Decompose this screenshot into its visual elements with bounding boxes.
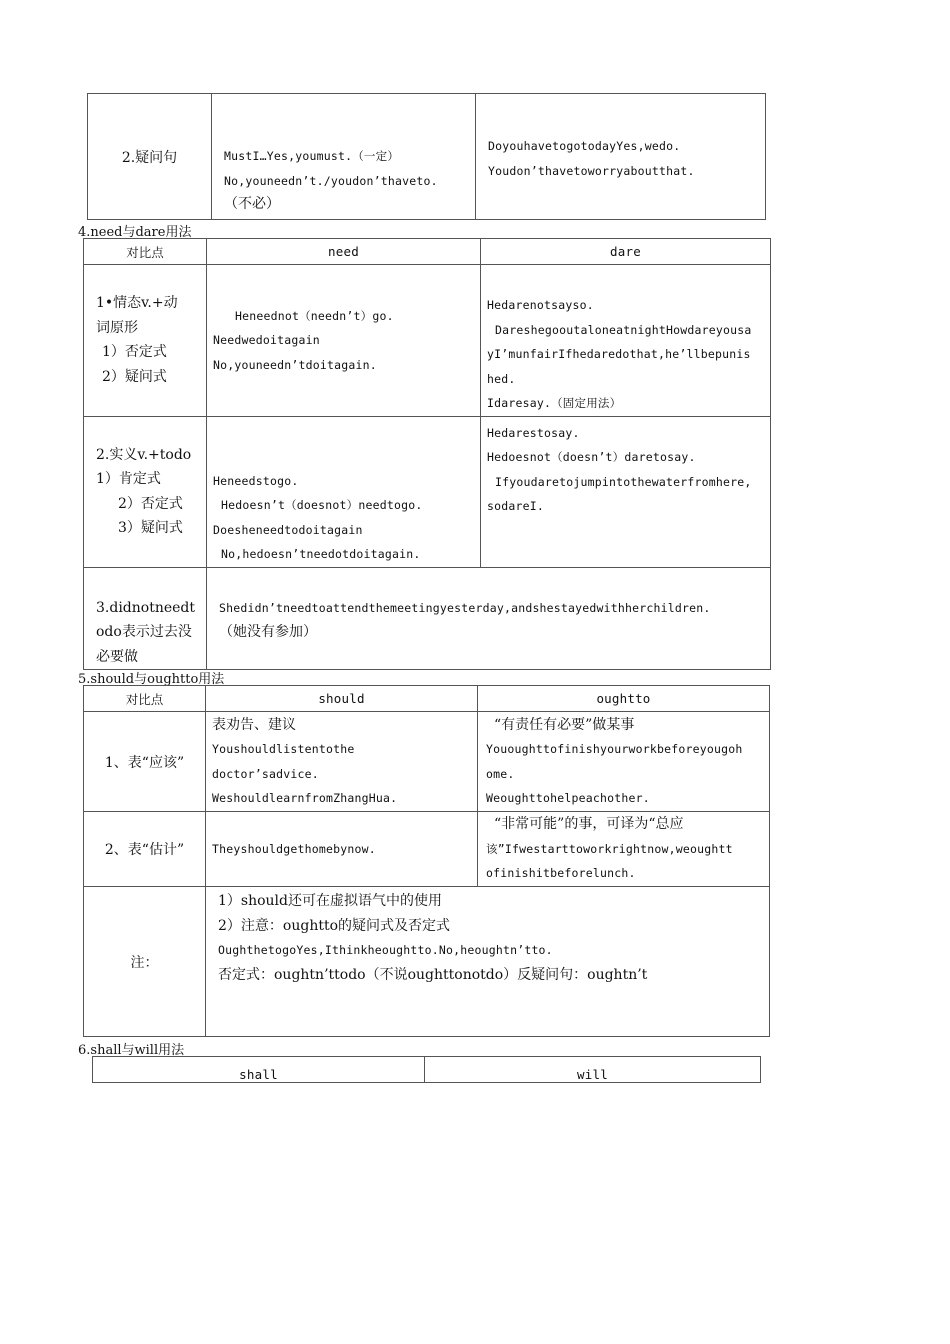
example-line: No,youneedn’tdoitagain. bbox=[213, 357, 377, 372]
example-line: Theyshouldgethomebynow. bbox=[212, 841, 376, 856]
header-should: should bbox=[206, 686, 478, 712]
should-advice-examples bbox=[206, 712, 478, 812]
example-line: “非常可能”的事，可译为“总应 bbox=[494, 816, 684, 833]
row-label-past-no-need bbox=[84, 567, 207, 670]
need-modal-examples bbox=[207, 265, 481, 417]
header-dare: dare bbox=[481, 239, 771, 265]
row-label-question-form bbox=[88, 94, 212, 220]
example-line: Heneednot（needn’t）go. bbox=[235, 308, 394, 323]
header-compare-point: 对比点 bbox=[84, 686, 206, 712]
header-compare-point: 对比点 bbox=[84, 239, 207, 265]
oughtto-estimate-examples bbox=[478, 812, 770, 887]
label-line: 1•情态v.+动 bbox=[96, 295, 178, 312]
row-label-modal-verb bbox=[84, 265, 207, 417]
example-line: MustI…Yes,youmust.（一定） bbox=[224, 149, 400, 163]
example-line: ome. bbox=[486, 766, 515, 781]
label-line: 1）否定式 bbox=[102, 344, 167, 361]
example-line: 表劝告、建议 bbox=[212, 716, 296, 733]
example-line: Shedidn’tneedtoattendthemeetingyesterday,andshestayedwithherchildren. bbox=[219, 600, 711, 615]
example-line: Hedoesnot（doesn’t）daretosay. bbox=[487, 450, 696, 464]
example-line: Heneedstogo. bbox=[213, 473, 299, 488]
need-dare-table bbox=[83, 238, 771, 670]
row-label-estimate bbox=[84, 812, 206, 887]
header-need: need bbox=[207, 239, 481, 265]
example-line: （她没有参加） bbox=[219, 624, 317, 640]
note-line: 1）should还可在虚拟语气中的使用 bbox=[218, 893, 442, 909]
dare-modal-examples bbox=[481, 265, 771, 417]
label-line: 3）疑问式 bbox=[118, 520, 183, 536]
header-oughtto: oughtto bbox=[478, 686, 770, 712]
note-line: 否定式：oughtn’ttodo（不说oughttonotdo）反疑问句：oughtn’t bbox=[218, 966, 648, 983]
note-line: OughthetogoYes,Ithinkheoughtto.No,heoughtn’tto. bbox=[218, 943, 553, 957]
label-line: odo表示过去没 bbox=[96, 624, 192, 640]
example-line: Yououghttofinishyourworkbeforeyougoh bbox=[486, 742, 743, 756]
example-line: No,youneedn’t./youdon’thaveto. bbox=[224, 173, 438, 188]
example-line: Needwedoitagain bbox=[213, 333, 320, 347]
example-line: WeshouldlearnfromZhangHua. bbox=[212, 791, 398, 805]
label-line: 词原形 bbox=[96, 319, 138, 336]
example-line: Hedarenotsayso. bbox=[487, 298, 594, 312]
example-line: Doesheneedtodoitagain bbox=[213, 522, 363, 537]
example-line: （不必） bbox=[224, 196, 280, 212]
example-line: hed. bbox=[487, 371, 516, 386]
must-answer-cell bbox=[212, 94, 476, 220]
row-label: 注： bbox=[130, 954, 159, 971]
note-content bbox=[206, 887, 770, 1037]
header-will: will bbox=[425, 1057, 761, 1083]
example-line: DareshegooutaloneatnightHowdareyousa bbox=[495, 322, 752, 337]
example-line: Hedoesn’t（doesnot）needtogo. bbox=[221, 498, 423, 512]
example-line: 该”Ifwestarttoworkrightnow,weoughtt bbox=[486, 841, 733, 856]
label-line: 必要做 bbox=[96, 648, 138, 665]
section-heading-shall-will: 6.shall与will用法 bbox=[78, 1043, 185, 1058]
example-line: Weoughttohelpeachother. bbox=[486, 791, 650, 805]
section-heading-should-oughtto: 5.should与oughtto用法 bbox=[78, 672, 225, 687]
label-line: 1）肯定式 bbox=[96, 471, 161, 487]
header-shall: shall bbox=[93, 1057, 425, 1083]
example-line: doctor’sadvice. bbox=[212, 766, 319, 781]
row-label-notional-verb bbox=[84, 416, 207, 567]
note-line: 2）注意：oughtto的疑问式及否定式 bbox=[218, 917, 451, 934]
example-line: Youshouldlistentothe bbox=[212, 742, 355, 756]
example-line: Hedarestosay. bbox=[487, 425, 580, 440]
example-line: Idaresay.（固定用法） bbox=[487, 396, 622, 410]
label-line: 3.didnotneedt bbox=[96, 599, 196, 616]
example-line: No,hedoesn’tneedotdoitagain. bbox=[221, 547, 421, 561]
row-label: 2、表“估计” bbox=[104, 842, 185, 858]
label-line: 2）疑问式 bbox=[102, 368, 167, 385]
need-notional-examples bbox=[207, 416, 481, 567]
label-line: 2）否定式 bbox=[118, 495, 183, 512]
oughtto-duty-examples bbox=[478, 712, 770, 812]
section-heading-need-dare: 4.need与dare用法 bbox=[78, 225, 192, 240]
should-estimate-example bbox=[206, 812, 478, 887]
row-label: 1、表“应该” bbox=[104, 754, 185, 771]
should-oughtto-table bbox=[83, 685, 770, 1037]
example-line: ofinishitbeforelunch. bbox=[486, 866, 636, 881]
row-label-should-meaning bbox=[84, 712, 206, 812]
example-line: Youdon’thavetoworryaboutthat. bbox=[488, 163, 695, 178]
have-to-example-cell bbox=[476, 94, 766, 220]
modal-usage-table-continued bbox=[87, 93, 766, 220]
example-line: Ifyoudaretojumpintothewaterfromhere, bbox=[495, 474, 752, 489]
shall-will-table bbox=[92, 1056, 761, 1083]
row-label-note bbox=[84, 887, 206, 1037]
past-no-need-example bbox=[207, 567, 771, 670]
example-line: “有责任有必要”做某事 bbox=[494, 716, 635, 733]
label-line: 2.实义v.+todo bbox=[96, 446, 192, 463]
example-line: DoyouhavetogotodayYes,wedo. bbox=[488, 139, 681, 153]
dare-notional-examples bbox=[481, 416, 771, 567]
row-label: 2.疑问句 bbox=[121, 149, 178, 166]
example-line: sodareI. bbox=[487, 499, 544, 513]
example-line: yI’munfairIfhedaredothat,he’llbepunis bbox=[487, 347, 751, 361]
